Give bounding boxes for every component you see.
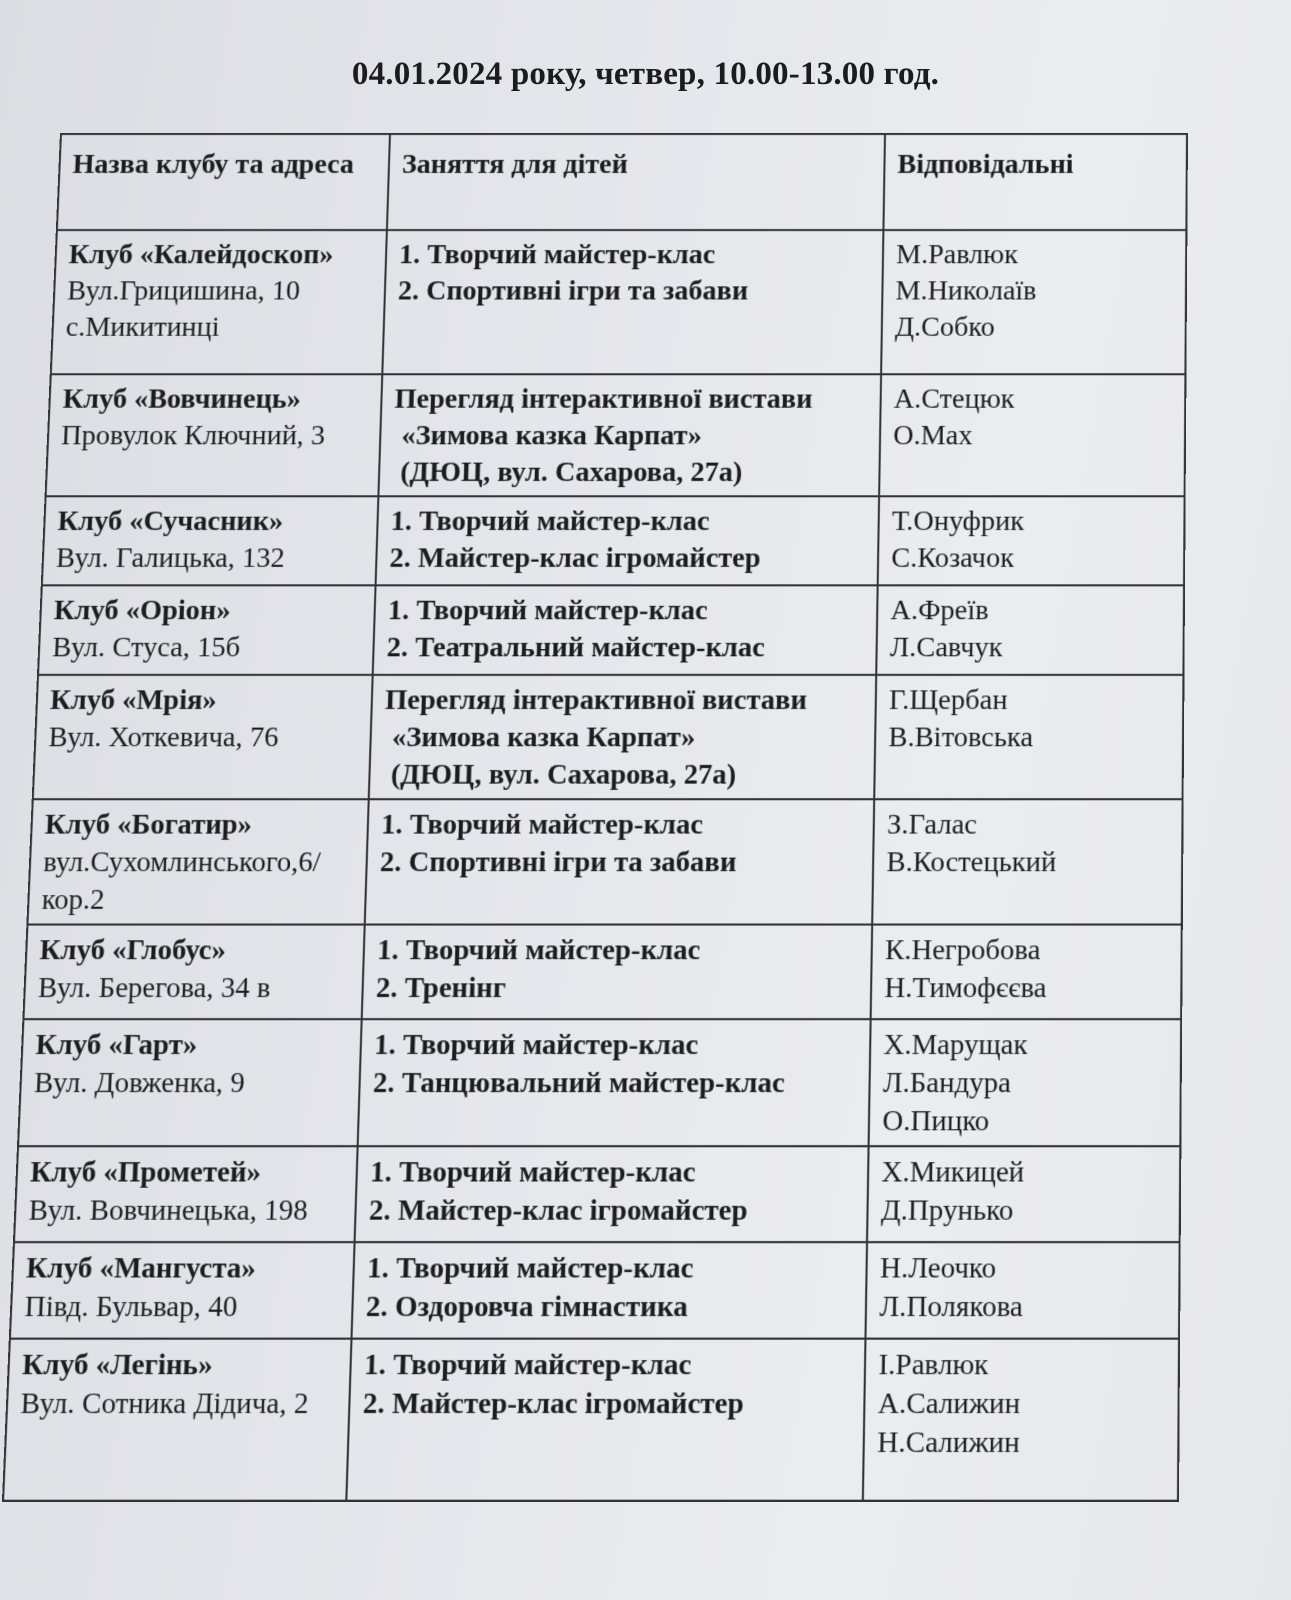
page-title: 04.01.2024 року, четвер, 10.00-13.00 год. — [351, 56, 940, 92]
responsible-cell — [869, 1019, 1182, 1146]
activity-item: 1. Творчий майстер-клас — [369, 1155, 696, 1189]
table-row — [51, 230, 1187, 374]
club-cell — [42, 496, 379, 585]
responsible-cell — [871, 925, 1182, 1020]
club-name: Клуб «Мангуста» — [25, 1251, 257, 1285]
club-address: Вул. Стуса, 15б — [51, 631, 241, 664]
responsible-person: М.Николаїв — [895, 275, 1037, 307]
club-name: Клуб «Калейдоскоп» — [68, 239, 335, 271]
club-name: Клуб «Сучасник» — [57, 505, 284, 538]
club-cell — [23, 925, 364, 1020]
responsible-person: С.Козачок — [891, 542, 1015, 575]
activity-item: 2. Спортивні ігри та забави — [379, 846, 737, 879]
club-cell — [10, 1242, 355, 1339]
table-row — [46, 374, 1186, 496]
responsible-person: О.Мах — [892, 419, 973, 452]
responsible-person: Г.Щербан — [888, 684, 1008, 717]
activities-cell — [358, 1019, 871, 1146]
responsible-cell — [872, 799, 1182, 924]
activity-item: Перегляд інтерактивної вистави — [384, 684, 808, 717]
activity-item: 1. Творчий майстер-клас — [366, 1251, 694, 1285]
responsible-person: З.Галас — [886, 808, 978, 841]
responsible-person: А.Салижин — [877, 1387, 1021, 1421]
responsible-person: М.Равлюк — [895, 239, 1018, 271]
responsible-person: Х.Микицей — [881, 1155, 1025, 1189]
activity-item: 1. Творчий майстер-клас — [363, 1348, 692, 1382]
responsible-person: Д.Собко — [894, 311, 995, 343]
responsible-cell — [867, 1146, 1180, 1242]
activity-item: 1. Творчий майстер-клас — [376, 933, 701, 967]
column-header-club: Назва клубу та адреса — [57, 134, 390, 230]
responsible-cell — [874, 675, 1183, 799]
activities-cell — [373, 585, 878, 675]
responsible-cell — [881, 230, 1186, 374]
club-address: Вул. Галицька, 132 — [55, 542, 286, 575]
responsible-cell — [878, 496, 1185, 585]
club-address: Вул. Вовчинецька, 198 — [28, 1194, 309, 1228]
activity-item: 2. Танцювальний майстер-клас — [372, 1066, 786, 1100]
activities-cell — [362, 925, 872, 1020]
schedule-table — [2, 133, 1188, 1502]
activity-item: 2. Спортивні ігри та забави — [397, 275, 749, 307]
club-name: Клуб «Богатир» — [44, 808, 253, 841]
table-row — [14, 1146, 1180, 1242]
club-address: Вул. Берегова, 34 в — [37, 971, 272, 1005]
activity-item: Перегляд інтерактивної вистави — [394, 383, 813, 415]
club-cell — [14, 1146, 358, 1242]
table-row — [10, 1242, 1180, 1339]
activity-item: 1. Творчий майстер-клас — [390, 505, 710, 538]
club-cell — [3, 1339, 351, 1501]
club-address: Вул.Грицишина, 10 — [66, 275, 301, 307]
club-address: Вул. Довженка, 9 — [33, 1066, 246, 1100]
table-header-row — [57, 134, 1187, 230]
responsible-cell — [879, 374, 1185, 496]
activity-item: 2. Майстер-клас ігромайстер — [368, 1194, 748, 1228]
responsible-person: І.Равлюк — [878, 1348, 989, 1382]
club-address: Вул. Хоткевича, 76 — [47, 721, 279, 754]
activities-cell — [376, 496, 880, 585]
table-row — [27, 799, 1182, 924]
table-row — [18, 1019, 1181, 1146]
activities-cell — [369, 675, 876, 799]
activity-item: 1. Творчий майстер-клас — [387, 594, 709, 627]
responsible-person: А.Фреїв — [890, 594, 989, 627]
responsible-person: А.Стецюк — [893, 383, 1015, 415]
responsible-person: Н.Салижин — [877, 1426, 1021, 1460]
responsible-cell — [863, 1339, 1179, 1501]
club-name: Клуб «Вовчинець» — [62, 383, 302, 415]
club-address: Півд. Бульвар, 40 — [24, 1290, 238, 1324]
activity-item: 2. Театральний майстер-клас — [386, 631, 766, 664]
club-address: с.Микитинці — [65, 311, 221, 343]
activities-cell — [351, 1242, 867, 1339]
activities-cell — [365, 799, 874, 924]
club-cell — [38, 585, 376, 675]
table-row — [42, 496, 1185, 585]
responsible-person: В.Костецький — [886, 846, 1057, 879]
responsible-cell — [876, 585, 1184, 675]
club-address: Провулок Ключний, 3 — [60, 419, 326, 452]
activity-item: 2. Майстер-клас ігромайстер — [362, 1387, 745, 1421]
activity-item: «Зимова казка Карпат» — [401, 419, 703, 452]
activity-item: 1. Творчий майстер-клас — [398, 239, 716, 271]
activity-item: 1. Творчий майстер-клас — [373, 1028, 699, 1062]
club-name: Клуб «Легінь» — [21, 1348, 214, 1382]
club-name: Клуб «Прометей» — [29, 1155, 262, 1189]
table-row — [3, 1339, 1179, 1501]
activity-item: 2. Майстер-клас ігромайстер — [389, 542, 761, 575]
responsible-person: Л.Бандура — [882, 1066, 1012, 1100]
club-cell — [27, 799, 368, 924]
table-row — [38, 585, 1184, 675]
column-header-activities: Заняття для дітей — [387, 134, 885, 230]
activities-cell — [378, 374, 881, 496]
club-name: Клуб «Оріон» — [53, 594, 232, 627]
activity-item: (ДЮЦ, вул. Сахарова, 27а) — [390, 758, 737, 791]
responsible-person: Т.Онуфрик — [891, 505, 1025, 538]
responsible-person: О.Пицко — [882, 1104, 990, 1138]
activities-cell — [346, 1339, 865, 1501]
responsible-person: Д.Прунько — [880, 1194, 1014, 1228]
activity-item: «Зимова казка Карпат» — [391, 721, 696, 754]
activity-item: 2. Оздоровча гімнастика — [365, 1290, 689, 1324]
responsible-person: Н.Тимофєєва — [884, 971, 1047, 1005]
column-header-responsible: Відповідальні — [883, 134, 1187, 230]
club-name: Клуб «Мрія» — [49, 684, 218, 717]
responsible-cell — [865, 1242, 1179, 1339]
club-cell — [51, 230, 387, 374]
club-cell — [46, 374, 383, 496]
club-cell — [33, 675, 373, 799]
club-address: кор.2 — [41, 883, 106, 917]
responsible-person: Л.Полякова — [879, 1290, 1023, 1324]
table-row — [33, 675, 1184, 799]
activities-cell — [355, 1146, 869, 1242]
club-address: Вул. Сотника Дідича, 2 — [19, 1387, 310, 1421]
responsible-person: В.Вітовська — [888, 721, 1034, 754]
activity-item: 2. Тренінг — [375, 971, 507, 1005]
responsible-person: Х.Марущак — [883, 1028, 1028, 1062]
activities-cell — [382, 230, 883, 374]
activity-item: 1. Творчий майстер-клас — [380, 808, 704, 841]
responsible-person: Н.Леочко — [879, 1251, 997, 1285]
responsible-person: Л.Савчук — [889, 631, 1003, 664]
club-cell — [18, 1019, 362, 1146]
club-name: Клуб «Гарт» — [35, 1028, 198, 1062]
club-name: Клуб «Глобус» — [39, 933, 227, 967]
responsible-person: К.Негробова — [884, 933, 1041, 967]
table-row — [23, 925, 1181, 1020]
club-address: вул.Сухомлинського,6/ — [42, 846, 322, 879]
activity-item: (ДЮЦ, вул. Сахарова, 27а) — [399, 456, 743, 489]
